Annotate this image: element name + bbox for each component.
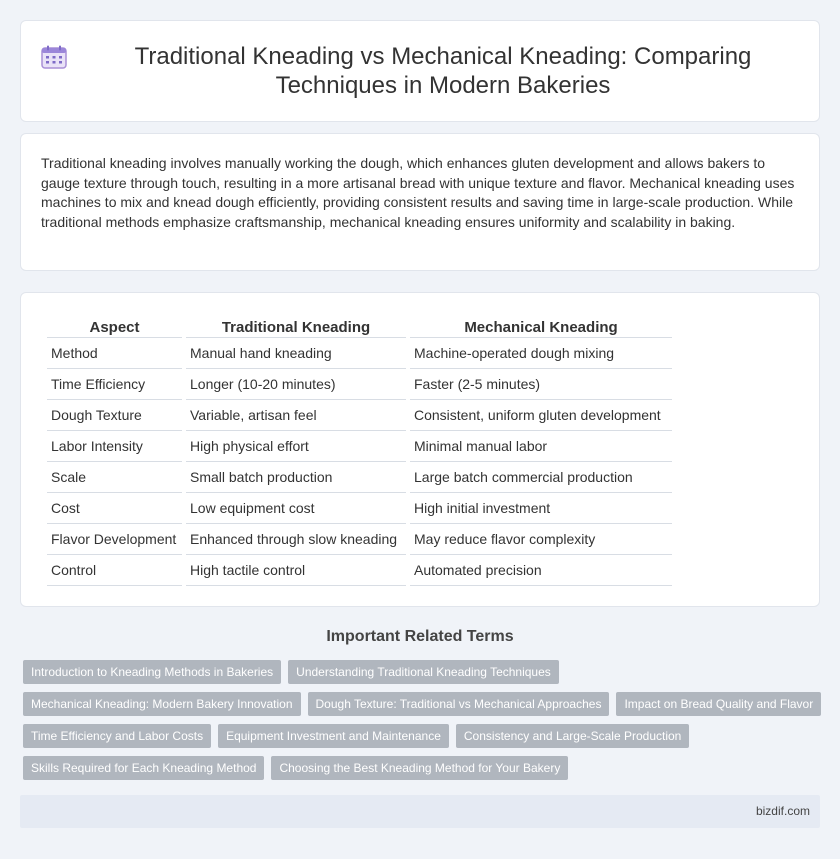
cell-mechanical: Machine-operated dough mixing [410, 338, 672, 369]
related-term-tag[interactable]: Impact on Bread Quality and Flavor [616, 692, 821, 716]
related-term-tag[interactable]: Skills Required for Each Kneading Method [23, 756, 264, 780]
related-terms-tags [23, 660, 823, 788]
related-term-tag[interactable]: Mechanical Kneading: Modern Bakery Innovation [23, 692, 301, 716]
cell-aspect: Dough Texture [47, 400, 182, 431]
cell-aspect: Method [47, 338, 182, 369]
intro-card [20, 133, 820, 271]
cell-traditional: Longer (10-20 minutes) [186, 369, 406, 400]
cell-aspect: Time Efficiency [47, 369, 182, 400]
tag-row [23, 756, 823, 780]
related-term-tag[interactable]: Choosing the Best Kneading Method for Your Bakery [271, 756, 568, 780]
cell-aspect: Control [47, 555, 182, 586]
table-header-row [47, 317, 672, 338]
tag-row [23, 660, 823, 684]
title-wrap [21, 42, 819, 100]
cell-traditional: Small batch production [186, 462, 406, 493]
cell-traditional: High physical effort [186, 431, 406, 462]
cell-mechanical: Consistent, uniform gluten development [410, 400, 672, 431]
cell-traditional: Manual hand kneading [186, 338, 406, 369]
cell-traditional: Variable, artisan feel [186, 400, 406, 431]
related-terms-title: Important Related Terms [326, 628, 514, 645]
calendar-grid-icon [41, 45, 67, 69]
cell-aspect: Flavor Development [47, 524, 182, 555]
header-aspect: Aspect [47, 317, 182, 338]
related-term-tag[interactable]: Dough Texture: Traditional vs Mechanical Approaches [308, 692, 610, 716]
tag-row [23, 724, 823, 748]
page-title: Traditional Kneading vs Mechanical Kneading: Comparing Techniques in Modern Bakeries [134, 43, 752, 99]
table-row [47, 524, 672, 555]
cell-mechanical: Minimal manual labor [410, 431, 672, 462]
footer-site-name: bizdif.com [755, 804, 810, 818]
comparison-table [43, 317, 676, 586]
cell-traditional: Enhanced through slow kneading [186, 524, 406, 555]
cell-aspect: Scale [47, 462, 182, 493]
tag-row [23, 692, 823, 716]
table-row [47, 431, 672, 462]
cell-mechanical: May reduce flavor complexity [410, 524, 672, 555]
footer [20, 795, 820, 828]
cell-aspect: Labor Intensity [47, 431, 182, 462]
cell-mechanical: Large batch commercial production [410, 462, 672, 493]
cell-traditional: Low equipment cost [186, 493, 406, 524]
related-term-tag[interactable]: Time Efficiency and Labor Costs [23, 724, 211, 748]
intro-paragraph: Traditional kneading involves manually working the dough, which enhances gluten development and allows bakers to gauge texture through touch, resulting in a more artisanal bread with unique texture and flavor. Mechanical kneading uses machines to mix and knead dough efficiently, providing consistent results and saving time in large-scale production. While traditional methods emphasize craftsmanship, mechanical kneading ensures uniformity and scalability in baking. [41, 155, 795, 230]
related-term-tag[interactable]: Consistency and Large-Scale Production [456, 724, 689, 748]
cell-traditional: High tactile control [186, 555, 406, 586]
table-row [47, 369, 672, 400]
table-row [47, 555, 672, 586]
cell-aspect: Cost [47, 493, 182, 524]
related-term-tag[interactable]: Introduction to Kneading Methods in Bakeries [23, 660, 281, 684]
table-row [47, 338, 672, 369]
related-term-tag[interactable]: Understanding Traditional Kneading Techniques [288, 660, 559, 684]
table-row [47, 462, 672, 493]
cell-mechanical: Faster (2-5 minutes) [410, 369, 672, 400]
related-term-tag[interactable]: Equipment Investment and Maintenance [218, 724, 449, 748]
title-card [20, 20, 820, 122]
comparison-table-card [20, 292, 820, 607]
table-row [47, 400, 672, 431]
header-traditional: Traditional Kneading [186, 317, 406, 338]
cell-mechanical: High initial investment [410, 493, 672, 524]
table-row [47, 493, 672, 524]
cell-mechanical: Automated precision [410, 555, 672, 586]
header-mechanical: Mechanical Kneading [410, 317, 672, 338]
